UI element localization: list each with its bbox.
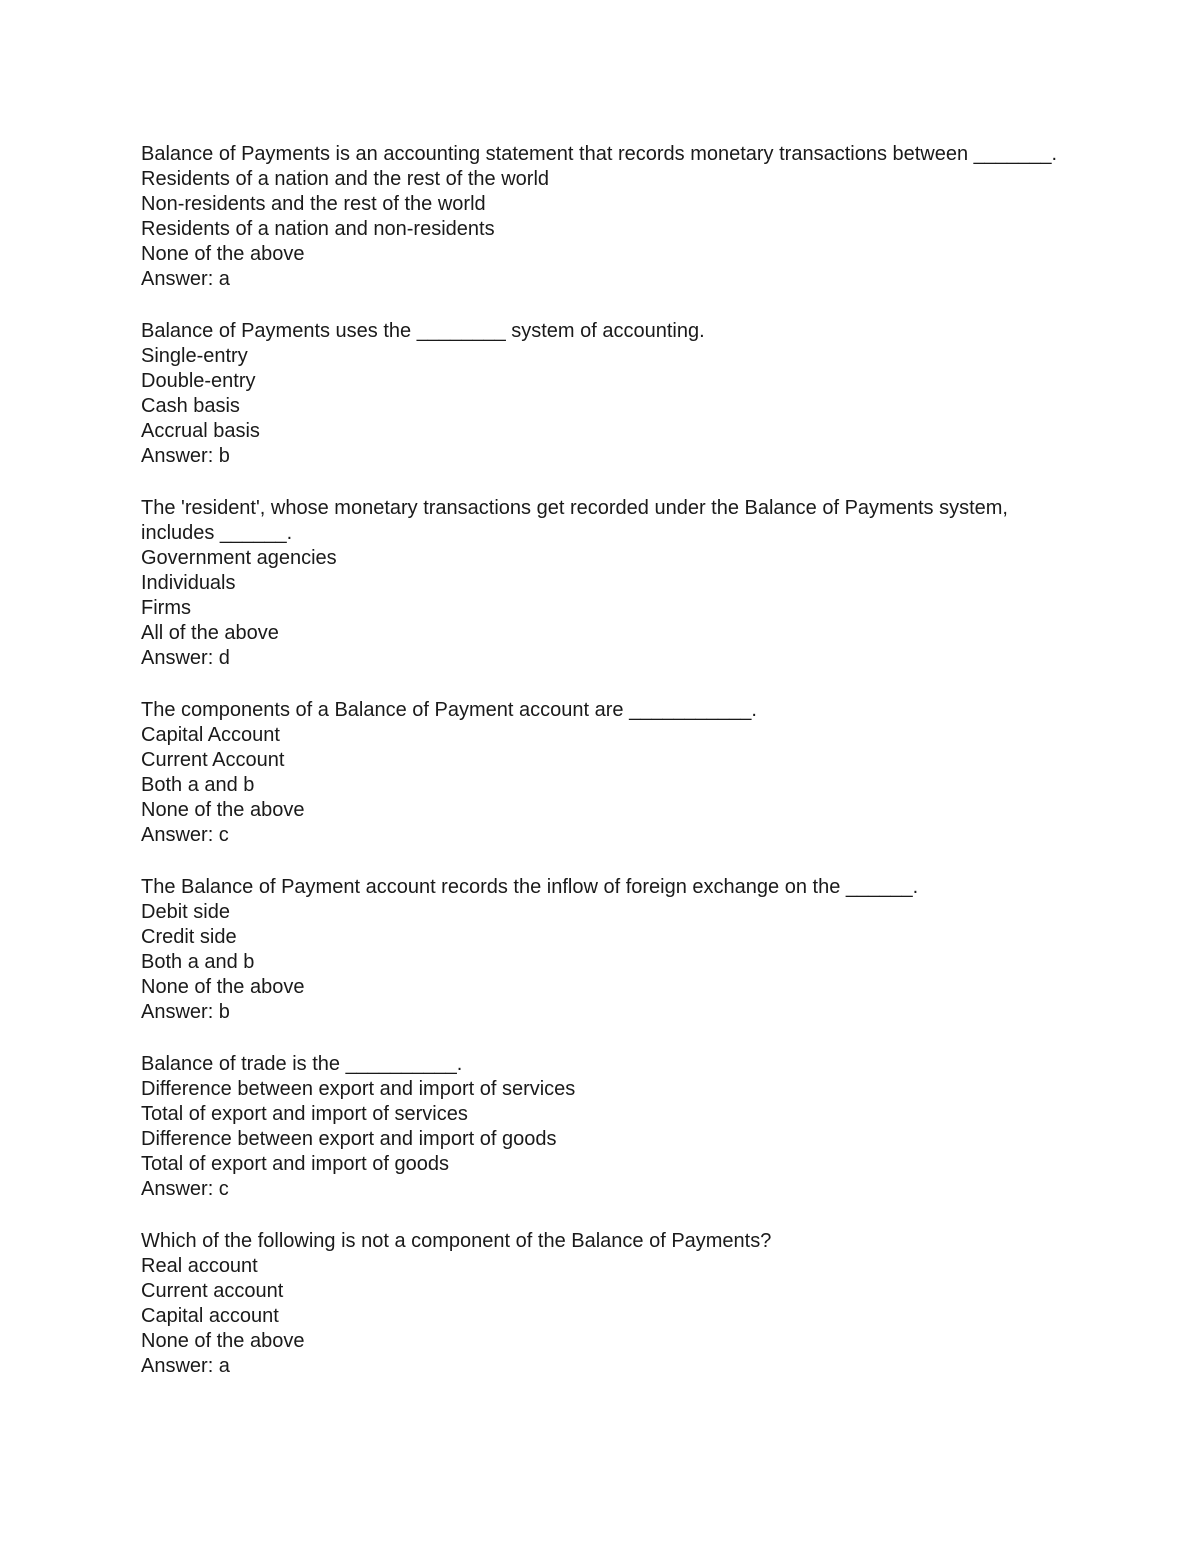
answer-text: Answer: c xyxy=(141,1178,229,1200)
option-a: Residents of a nation and the rest of the world xyxy=(141,168,550,190)
document-body xyxy=(141,142,1061,1406)
question-text: The components of a Balance of Payment account are ___________. xyxy=(141,699,757,721)
option-d: Accrual basis xyxy=(141,420,260,442)
option-d: Total of export and import of goods xyxy=(141,1153,449,1175)
option-b: Non-residents and the rest of the world xyxy=(141,193,486,215)
answer-text: Answer: a xyxy=(141,268,230,290)
option-a: Debit side xyxy=(141,901,230,923)
question-text: Balance of Payments is an accounting statement that records monetary transactions between _______. xyxy=(141,143,1058,165)
option-c: Difference between export and import of goods xyxy=(141,1128,557,1150)
answer-text: Answer: b xyxy=(141,1001,230,1023)
option-c: Capital account xyxy=(141,1305,279,1327)
answer-text: Answer: c xyxy=(141,824,229,846)
question-text: Which of the following is not a component of the Balance of Payments? xyxy=(141,1230,772,1252)
option-a: Difference between export and import of services xyxy=(141,1078,576,1100)
question-block xyxy=(141,142,1061,292)
question-text: The 'resident', whose monetary transactions get recorded under the Balance of Payments system, includes ______. xyxy=(141,497,1008,544)
option-d: None of the above xyxy=(141,243,305,265)
answer-text: Answer: a xyxy=(141,1355,230,1377)
option-c: Residents of a nation and non-residents xyxy=(141,218,495,240)
question-block xyxy=(141,1229,1061,1379)
option-b: Current account xyxy=(141,1280,284,1302)
option-a: Government agencies xyxy=(141,547,337,569)
option-d: All of the above xyxy=(141,622,279,644)
question-block xyxy=(141,875,1061,1025)
option-d: None of the above xyxy=(141,799,305,821)
option-b: Current Account xyxy=(141,749,285,771)
question-text: Balance of Payments uses the ________ system of accounting. xyxy=(141,320,705,342)
option-c: Firms xyxy=(141,597,191,619)
option-c: Cash basis xyxy=(141,395,240,417)
option-b: Individuals xyxy=(141,572,236,594)
question-block xyxy=(141,319,1061,469)
question-text: The Balance of Payment account records the inflow of foreign exchange on the ______. xyxy=(141,876,919,898)
option-c: Both a and b xyxy=(141,774,255,796)
answer-text: Answer: b xyxy=(141,445,230,467)
option-a: Capital Account xyxy=(141,724,280,746)
option-a: Single-entry xyxy=(141,345,248,367)
option-b: Double-entry xyxy=(141,370,256,392)
option-b: Credit side xyxy=(141,926,237,948)
question-text: Balance of trade is the __________. xyxy=(141,1053,463,1075)
option-d: None of the above xyxy=(141,1330,305,1352)
option-c: Both a and b xyxy=(141,951,255,973)
answer-text: Answer: d xyxy=(141,647,230,669)
option-b: Total of export and import of services xyxy=(141,1103,468,1125)
question-block xyxy=(141,1052,1061,1202)
option-a: Real account xyxy=(141,1255,258,1277)
question-block xyxy=(141,496,1061,671)
option-d: None of the above xyxy=(141,976,305,998)
question-block xyxy=(141,698,1061,848)
